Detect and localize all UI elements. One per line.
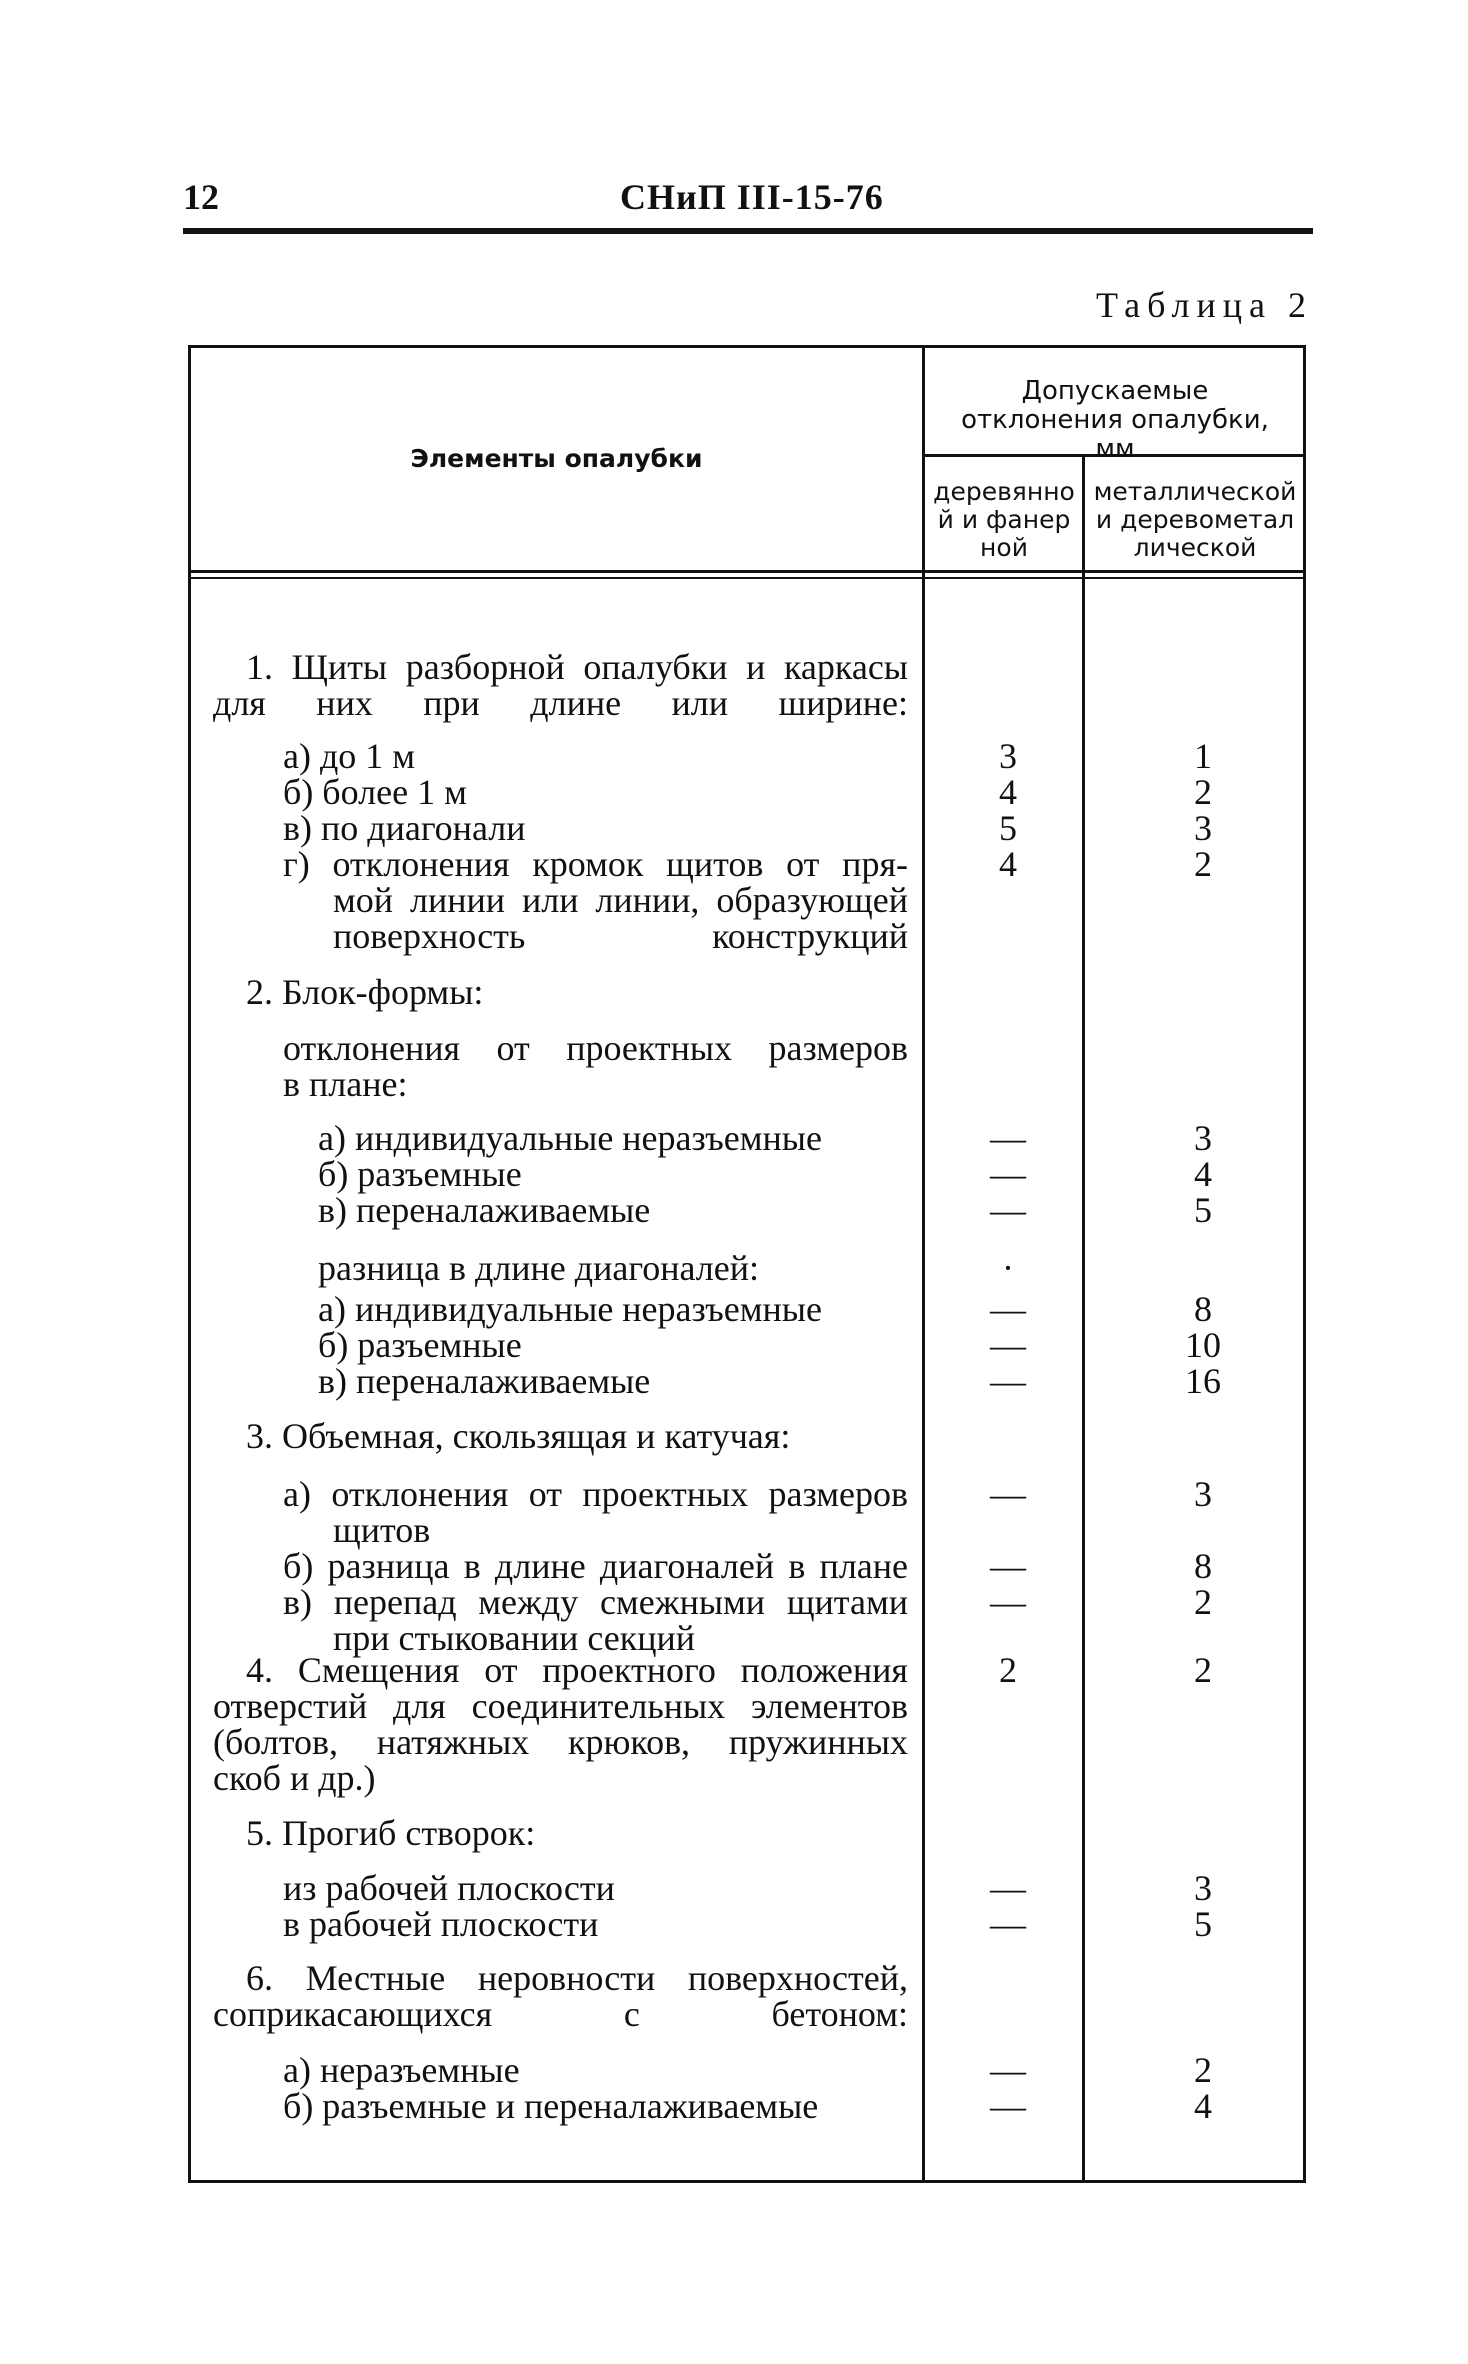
value-metal: 3 (1194, 808, 1212, 848)
row-label: а) неразъемные (283, 2050, 520, 2090)
row-label: в) перепад между смежными щитами (283, 1582, 908, 1622)
value-wood: — (990, 1868, 1026, 1908)
row-label: б) разъемные (318, 1154, 522, 1194)
row-label: а) индивидуальные неразъемные (318, 1289, 822, 1329)
value-wood: — (990, 2086, 1026, 2126)
column-divider-elements (922, 348, 925, 2180)
row-label: при стыковании секций (333, 1618, 696, 1658)
row-label: а) до 1 м (283, 736, 416, 776)
column-header-metal: металлической и деревометаллической (1093, 477, 1297, 562)
row-label: скоб и др.) (213, 1758, 376, 1798)
column-header-elements: Элементы опалубки (410, 444, 703, 473)
value-metal: 4 (1194, 1154, 1212, 1194)
column-header-wood: деревянной и фанерной (933, 477, 1075, 562)
value-metal: 4 (1194, 2086, 1212, 2126)
row-label: из рабочей плоскости (283, 1868, 615, 1908)
value-wood: — (990, 1546, 1026, 1586)
value-metal: 5 (1194, 1904, 1212, 1944)
value-metal: 16 (1185, 1361, 1221, 1401)
value-metal: 5 (1194, 1190, 1212, 1230)
column-header-group: Допускаемые отклонения опалубки, мм (961, 376, 1269, 465)
row-label: 4. Смещения от проектного положения (246, 1650, 908, 1690)
row-label: а) отклонения от проектных размеров (283, 1474, 908, 1514)
value-wood: 4 (999, 844, 1017, 884)
row-label: 6. Местные неровности поверхностей, (246, 1958, 908, 1998)
value-metal: 8 (1194, 1289, 1212, 1329)
header-bottom-rule (191, 570, 1303, 573)
row-label: в плане: (283, 1064, 408, 1104)
value-metal: 2 (1194, 772, 1212, 812)
row-label: в) переналаживаемые (318, 1190, 651, 1230)
value-wood: — (990, 1289, 1026, 1329)
value-wood: 2 (999, 1650, 1017, 1690)
value-metal: 3 (1194, 1868, 1212, 1908)
row-label: отклонения от проектных размеров (283, 1028, 908, 1068)
row-label: (болтов, натяжных крюков, пружинных (213, 1722, 908, 1762)
row-label: 3. Объемная, скользящая и катучая: (246, 1416, 791, 1456)
value-metal: 2 (1194, 844, 1212, 884)
value-wood: — (990, 2050, 1026, 2090)
row-label: соприкасающихся с бетоном: (213, 1994, 908, 2034)
value-wood: · (1002, 1248, 1014, 1288)
value-wood: — (990, 1904, 1026, 1944)
value-metal: 2 (1194, 1650, 1212, 1690)
value-metal: 10 (1185, 1325, 1221, 1365)
header-bottom-rule-2 (191, 577, 1303, 579)
page-number: 12 (183, 177, 219, 217)
row-label: б) разъемные (318, 1325, 522, 1365)
row-label: 2. Блок-формы: (246, 972, 484, 1012)
row-label: а) индивидуальные неразъемные (318, 1118, 822, 1158)
row-label: мой линии или линии, образующей (333, 880, 908, 920)
value-metal: 2 (1194, 2050, 1212, 2090)
row-label: в рабочей плоскости (283, 1904, 599, 1944)
value-wood: — (990, 1582, 1026, 1622)
value-metal: 3 (1194, 1474, 1212, 1514)
value-metal: 1 (1194, 736, 1212, 776)
value-wood: — (990, 1325, 1026, 1365)
header-divider (183, 228, 1313, 234)
document-code: СНиП III-15-76 (620, 177, 884, 217)
row-label: для них при длине или ширине: (213, 683, 908, 723)
row-label: щитов (333, 1510, 431, 1550)
row-label: б) разъемные и переналаживаемые (283, 2086, 819, 2126)
value-wood: — (990, 1474, 1026, 1514)
row-label: разница в длине диагоналей: (318, 1248, 759, 1288)
value-metal: 8 (1194, 1546, 1212, 1586)
value-wood: — (990, 1361, 1026, 1401)
value-wood: — (990, 1190, 1026, 1230)
value-wood: — (990, 1154, 1026, 1194)
row-label: 1. Щиты разборной опалубки и каркасы (246, 647, 908, 687)
value-wood: 3 (999, 736, 1017, 776)
row-label: отверстий для соединительных элементов (213, 1686, 908, 1726)
row-label: б) более 1 м (283, 772, 467, 812)
row-label: поверхность конструкций (333, 916, 908, 956)
value-wood: — (990, 1118, 1026, 1158)
row-label: 5. Прогиб створок: (246, 1813, 536, 1853)
column-divider-wood (1082, 455, 1085, 2180)
row-label: г) отклонения кромок щитов от пря- (283, 844, 908, 884)
value-metal: 2 (1194, 1582, 1212, 1622)
value-metal: 3 (1194, 1118, 1212, 1158)
row-label: в) переналаживаемые (318, 1361, 651, 1401)
table-title: Таблица 2 (1096, 285, 1313, 325)
value-wood: 5 (999, 808, 1017, 848)
value-wood: 4 (999, 772, 1017, 812)
row-label: б) разница в длине диагоналей в плане (283, 1546, 908, 1586)
row-label: в) по диагонали (283, 808, 526, 848)
